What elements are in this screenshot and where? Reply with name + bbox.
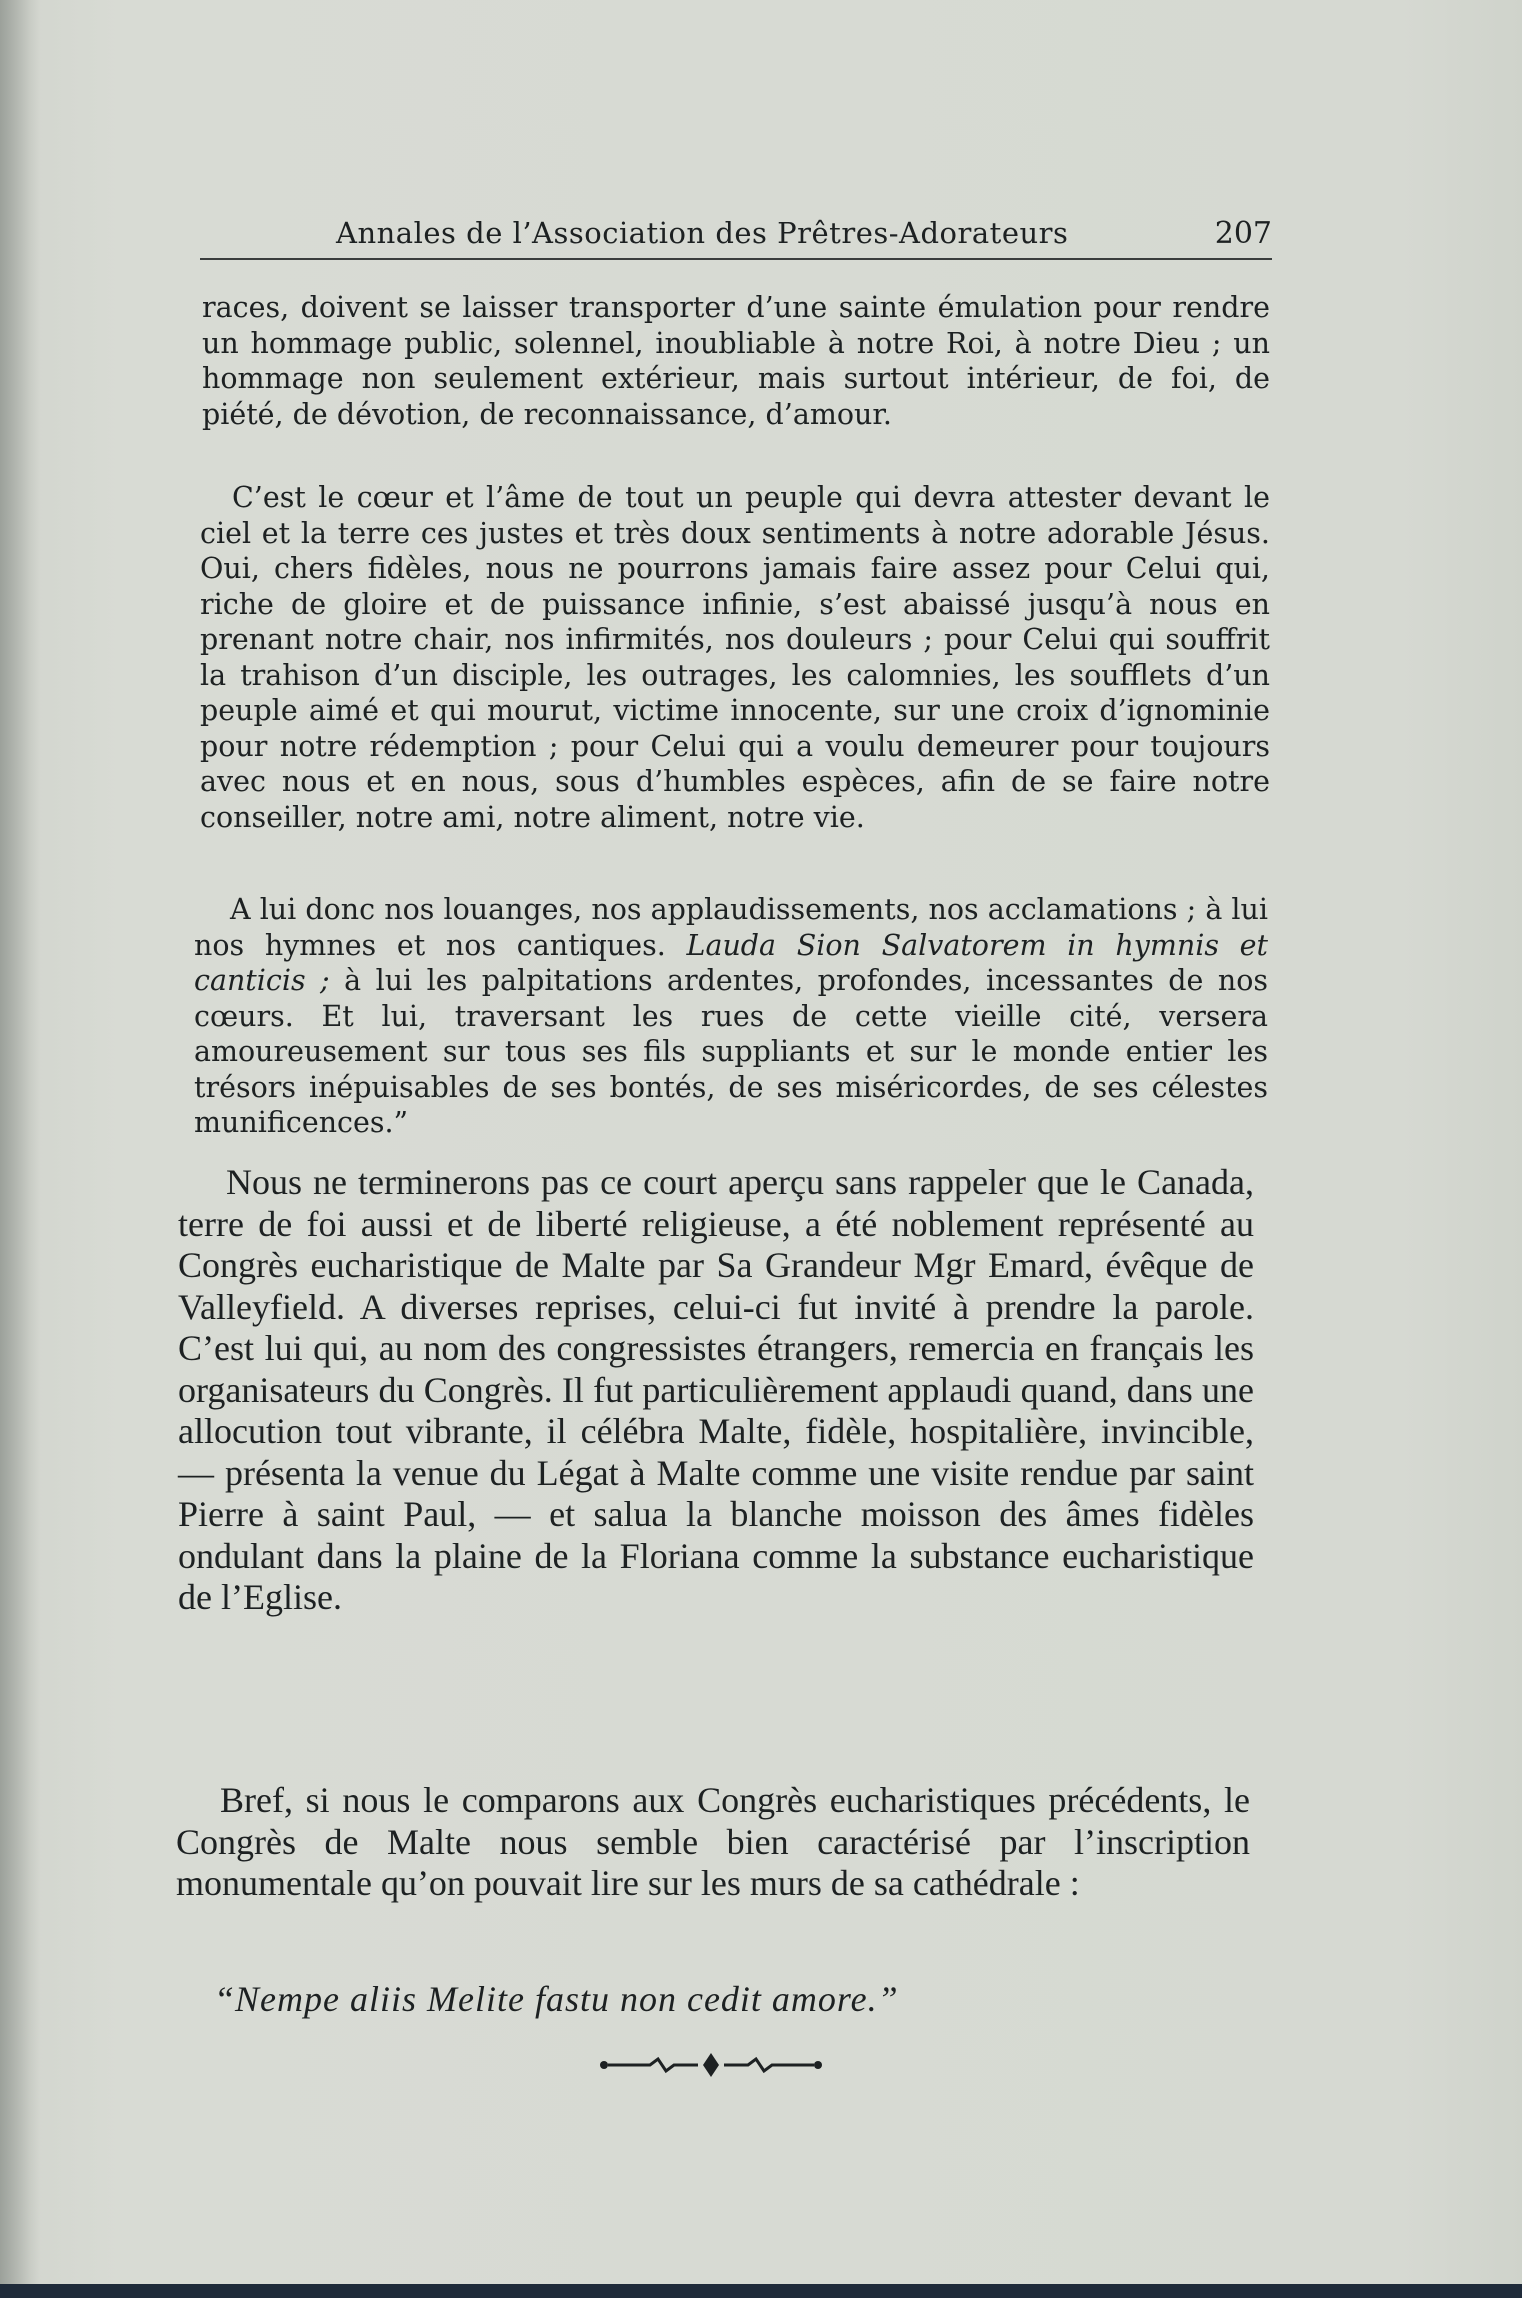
paragraph-3-end: à lui les palpitations ardentes, profondes, incessantes de nos cœurs. Et lui, traversant les rues de cette vieille cité, versera amoureusement sur tous ses fils suppliants et sur le monde entier les trésors inépuisables de ses bontés, de ses miséricordes, de ses célestes munificences.” [194, 964, 1268, 1139]
closing-quote: “Nempe aliis Melite fastu non cedit amore.” [214, 1979, 899, 2019]
running-head: Annales de l’Association des Prêtres-Adorateurs [336, 216, 1069, 250]
page-header [200, 210, 1272, 260]
paragraph-3 [194, 892, 1268, 1141]
section-end-ornament [598, 2050, 824, 2080]
paragraph-4: Nous ne terminerons pas ce court aperçu sans rappeler que le Canada, terre de foi aussi et de liberté religieuse, a été noblement représenté au Congrès eucharistique de Malte par Sa Grandeur Mgr Emard, évêque de Valleyfield. A diverses reprises, celui-ci fut invité à prendre la parole. C’est lui qui, au nom des congressistes étrangers, remercia en français les organisateurs du Congrès. Il fut particulièrement applaudi quand, dans une allocution tout vibrante, il célébra Malte, fidèle, hospitalière, invincible, — présenta la venue du Légat à Malte comme une visite rendue par saint Pierre à saint Paul, — et salua la blanche moisson des âmes fidèles ondulant dans la plaine de la Floriana comme la substance eucharistique de l’Eglise. [178, 1162, 1254, 1617]
paragraph-1: races, doivent se laisser transporter d’une sainte émulation pour rendre un hommage public, solennel, inoubliable à notre Roi, à notre Dieu ; un hommage non seulement extérieur, mais surtout intérieur, de foi, de piété, de dévotion, de reconnaissance, d’amour. [202, 291, 1270, 431]
binding-shadow [0, 0, 40, 2298]
page-number: 207 [1214, 216, 1272, 251]
paragraph-5: Bref, si nous le comparons aux Congrès eucharistiques précédents, le Congrès de Malte nous semble bien caractérisé par l’inscription monumentale qu’on pouvait lire sur les murs de sa cathédrale : [176, 1780, 1250, 1903]
page-bottom-edge [0, 2284, 1522, 2298]
latin-citation: Lauda Sion Salvatorem in hymnis et canticis ; [194, 928, 1268, 997]
paragraph-3-start: A lui donc nos louanges, nos applaudissements, nos acclamations ; à lui nos hymnes et nos cantiques. [194, 893, 1268, 962]
paragraph-2: C’est le cœur et l’âme de tout un peuple qui devra attester devant le ciel et la terre ces justes et très doux sentiments à notre adorable Jésus. Oui, chers fidèles, nous ne pourrons jamais faire assez pour Celui qui, riche de gloire et de puissance infinie, s’est abaissé jusqu’à nous en prenant notre chair, nos infirmités, nos douleurs ; pour Celui qui souffrit la trahison d’un disciple, les outrages, les calomnies, les soufflets d’un peuple aimé et qui mourut, victime innocente, sur une croix d’ignominie pour notre rédemption ; pour Celui qui a voulu demeurer pour toujours avec nous et en nous, sous d’humbles espèces, afin de se faire notre conseiller, notre ami, notre aliment, notre vie. [200, 481, 1270, 834]
